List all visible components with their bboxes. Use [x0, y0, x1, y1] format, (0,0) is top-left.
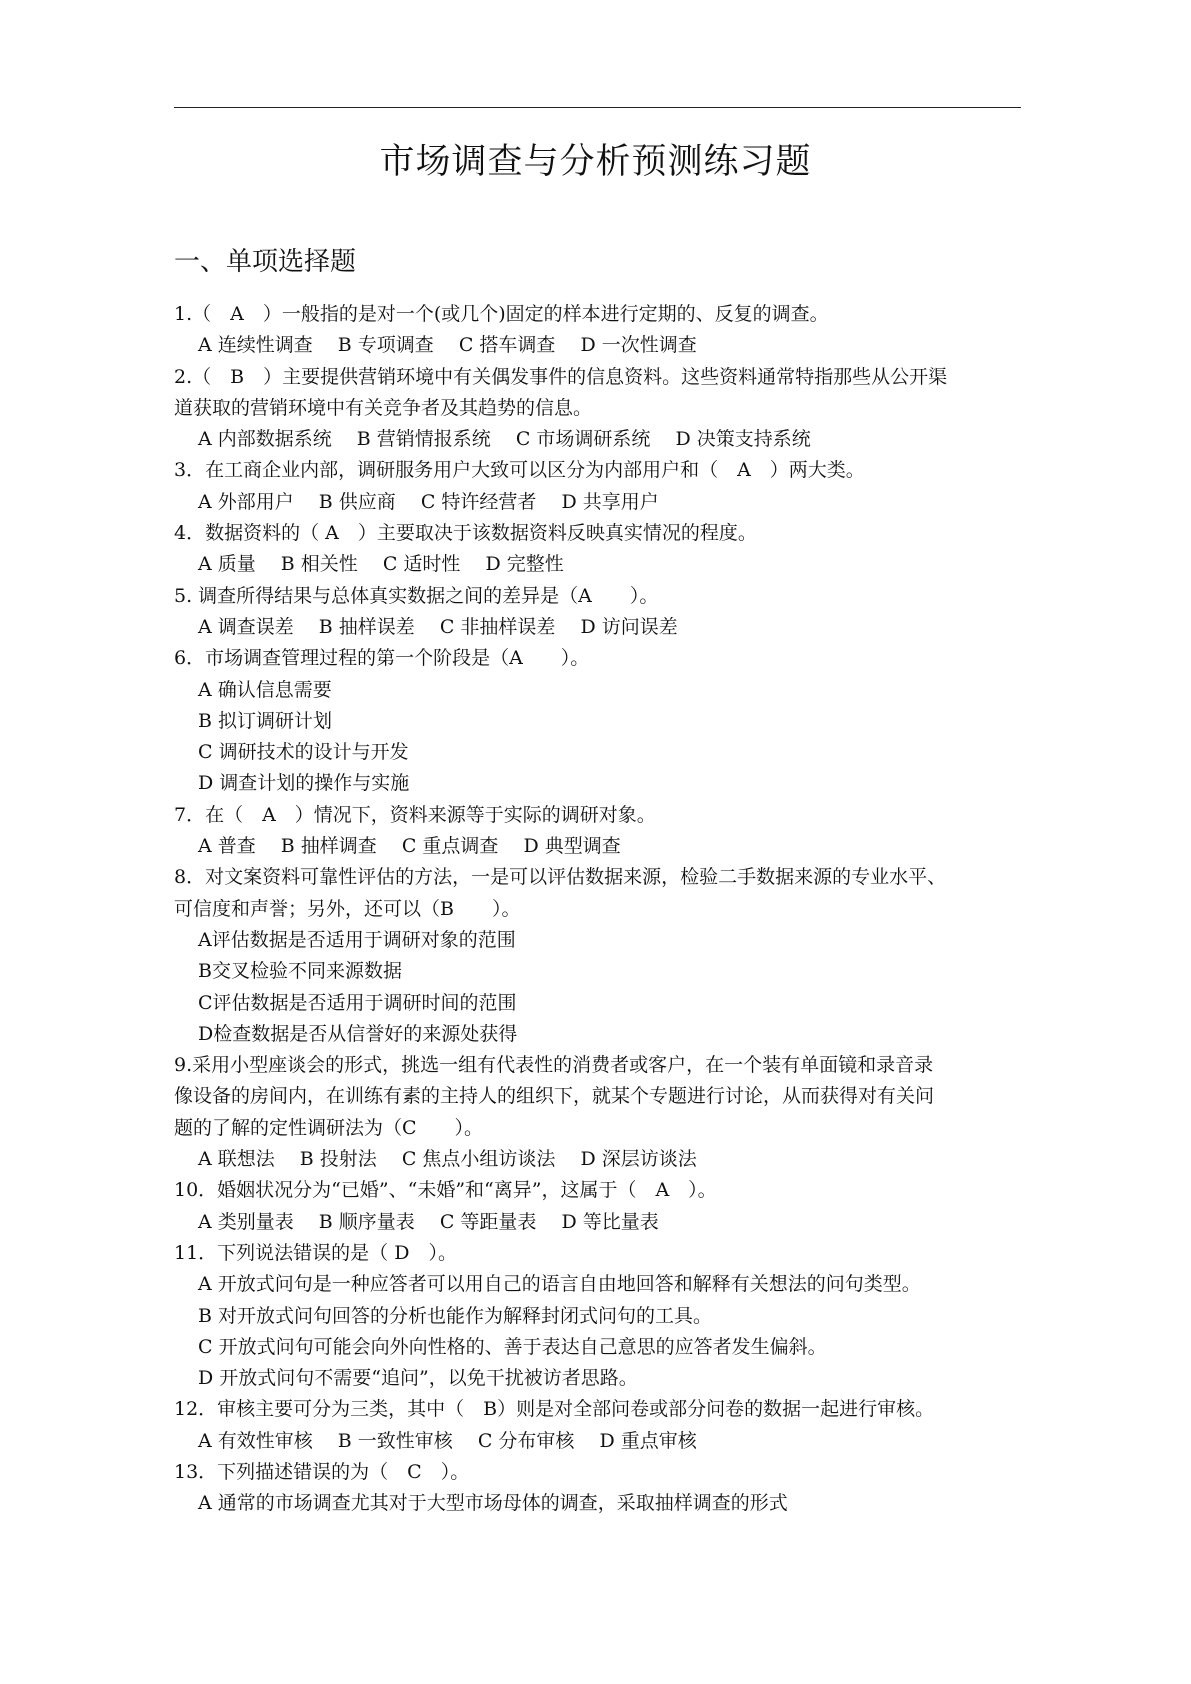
answer-option-line: A 有效性审核 B 一致性审核 C 分布审核 D 重点审核	[198, 1429, 697, 1452]
answer-option-line: A 开放式问句是一种应答者可以用自己的语言自由地回答和解释有关想法的问句类型。	[198, 1273, 921, 1296]
answer-option-line: A 确认信息需要	[198, 678, 332, 701]
question-line: 4．数据资料的（ A ）主要取决于该数据资料反映真实情况的程度。	[174, 522, 757, 545]
question-list	[174, 299, 1026, 1520]
answer-option-line: A 类别量表 B 顺序量表 C 等距量表 D 等比量表	[198, 1210, 659, 1233]
answer-option-line: D检查数据是否从信誉好的来源处获得	[198, 1022, 518, 1045]
answer-option-line: A 内部数据系统 B 营销情报系统 C 市场调研系统 D 决策支持系统	[198, 428, 811, 451]
answer-option-line: A 连续性调查 B 专项调查 C 搭车调查 D 一次性调查	[198, 334, 697, 357]
answer-option-line: A 质量 B 相关性 C 适时性 D 完整性	[198, 553, 564, 576]
answer-option-line: C评估数据是否适用于调研时间的范围	[198, 991, 517, 1014]
answer-option-line: D 开放式问句不需要“追问”，以免干扰被访者思路。	[198, 1367, 638, 1390]
question-line: 3．在工商企业内部，调研服务用户大致可以区分为内部用户和（ A ）两大类。	[174, 459, 865, 482]
answer-option-line: D 调查计划的操作与实施	[198, 772, 410, 795]
question-line: 7．在（ A ）情况下，资料来源等于实际的调研对象。	[174, 803, 656, 826]
answer-option-line: A 普查 B 抽样调查 C 重点调查 D 典型调查	[198, 835, 621, 858]
answer-option-line: C 调研技术的设计与开发	[198, 741, 409, 764]
answer-option-line: B 对开放式问句回答的分析也能作为解释封闭式问句的工具。	[198, 1304, 713, 1327]
question-line: 像设备的房间内，在训练有素的主持人的组织下，就某个专题进行讨论，从而获得对有关问	[174, 1085, 935, 1108]
question-line: 题的了解的定性调研法为（C ）。	[174, 1116, 484, 1139]
question-line: 9.采用小型座谈会的形式，挑选一组有代表性的消费者或客户，在一个装有单面镜和录音录	[174, 1054, 934, 1077]
question-line: 10．婚姻状况分为“已婚”、“未婚”和“离异”，这属于（ A ）。	[174, 1179, 717, 1202]
question-line: 13．下列描述错误的为（ C ）。	[174, 1460, 470, 1483]
document-title: 市场调查与分析预测练习题	[379, 142, 812, 182]
answer-option-line: B交叉检验不同来源数据	[198, 960, 402, 983]
question-line: 2.（ B ）主要提供营销环境中有关偶发事件的信息资料。这些资料通常特指那些从公开渠	[174, 365, 948, 388]
answer-option-line: C 开放式问句可能会向外向性格的、善于表达自己意思的应答者发生偏斜。	[198, 1335, 827, 1358]
question-line: 12．审核主要可分为三类，其中（ B）则是对全部问卷或部分问卷的数据一起进行审核。	[174, 1398, 935, 1421]
question-line: 8．对文案资料可靠性评估的方法，一是可以评估数据来源，检验二手数据来源的专业水平、	[174, 866, 947, 889]
question-line: 可信度和声誉；另外，还可以（B ）。	[174, 897, 521, 920]
question-line: 1.（ A ）一般指的是对一个(或几个)固定的样本进行定期的、反复的调查。	[174, 303, 829, 325]
question-line: 道获取的营销环境中有关竞争者及其趋势的信息。	[174, 396, 593, 419]
answer-option-line: A 通常的市场调查尤其对于大型市场母体的调查，采取抽样调查的形式	[198, 1492, 788, 1515]
answer-option-line: A 联想法 B 投射法 C 焦点小组访谈法 D 深层访谈法	[198, 1148, 697, 1171]
answer-option-line: B 拟订调研计划	[198, 709, 333, 732]
header-rule	[174, 107, 1021, 108]
question-line: 6．市场调查管理过程的第一个阶段是（A ）。	[174, 647, 590, 670]
answer-option-line: A 外部用户 B 供应商 C 特许经营者 D 共享用户	[198, 490, 659, 513]
answer-option-line: A评估数据是否适用于调研对象的范围	[198, 928, 516, 951]
answer-option-line: A 调查误差 B 抽样误差 C 非抽样误差 D 访问误差	[198, 615, 678, 638]
question-line: 11．下列说法错误的是（ D ）。	[174, 1241, 457, 1264]
section-heading: 一、单项选择题	[174, 247, 357, 277]
question-line: 5. 调查所得结果与总体真实数据之间的差异是（A ）。	[174, 584, 659, 607]
